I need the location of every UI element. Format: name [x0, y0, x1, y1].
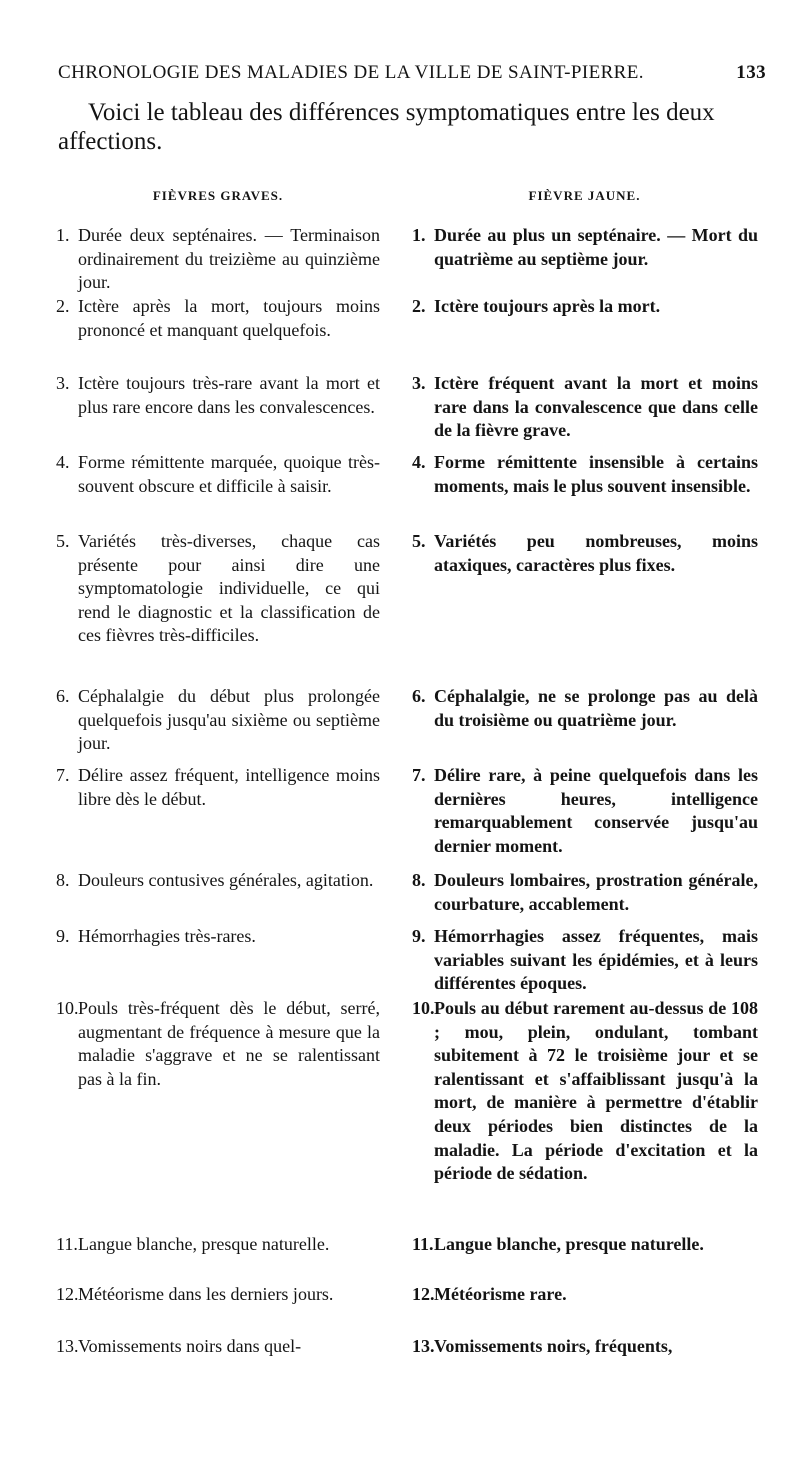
- left-item: 5. Variétés très-diverses, chaque cas présente pour ainsi dire une symptomatologie individuelle, ce qui rend le diagnostic et la classification de ces fièvres très-difficiles.: [56, 531, 380, 646]
- left-item: 6. Céphalalgie du début plus prolongée quelquefois jusqu'au sixième ou septième jour.: [56, 686, 380, 754]
- left-item: 2. Ictère après la mort, toujours moins prononcé et manquant quelquefois.: [56, 296, 380, 340]
- right-item: 5. Variétés peu nombreuses, moins ataxiques, caractères plus fixes.: [412, 531, 758, 575]
- left-column-title: FIÈVRES GRAVES.: [152, 188, 284, 203]
- left-item: 8. Douleurs contusives générales, agitation.: [56, 870, 374, 890]
- left-item: 9. Hémorrhagies très-rares.: [56, 926, 256, 946]
- left-item: 11.Langue blanche, presque naturelle.: [56, 1234, 330, 1254]
- page-number: 133: [736, 62, 766, 83]
- left-item: 12.Météorisme dans les derniers jours.: [56, 1284, 334, 1304]
- right-item: 3. Ictère fréquent avant la mort et moins rare dans la convalescence que dans celle de la fièvre grave.: [412, 373, 758, 441]
- right-item: 6. Céphalalgie, ne se prolonge pas au delà du troisième ou quatrième jour.: [412, 686, 758, 730]
- right-item: 1. Durée au plus un septénaire. — Mort du quatrième au septième jour.: [412, 225, 758, 269]
- intro-paragraph: Voici le tableau des différences symptomatiques entre les deux affections.: [58, 99, 715, 155]
- right-item: 12.Météorisme rare.: [412, 1284, 567, 1304]
- left-item: 10.Pouls très-fréquent dès le début, serré, augmentant de fréquence à mesure que la maladie s'aggrave et ne se ralentissant pas à la fin.: [56, 998, 380, 1089]
- running-title: CHRONOLOGIE DES MALADIES DE LA VILLE DE SAINT-PIERRE.: [58, 62, 644, 83]
- right-item: 11.Langue blanche, presque naturelle.: [412, 1234, 704, 1254]
- right-item: 8. Douleurs lombaires, prostration générale, courbature, accablement.: [412, 870, 758, 914]
- right-item: 9. Hémorrhagies assez fréquentes, mais variables suivant les épidémies, et à leurs différentes époques.: [412, 926, 758, 994]
- left-item: 1. Durée deux septénaires. — Terminaison ordinairement du treizième au quinzième jour.: [56, 225, 380, 293]
- right-item: 10.Pouls au début rarement au-dessus de 108 ; mou, plein, ondulant, tombant subitement à 72 le troisième jour et se ralentissant et s'affaiblissant jusqu'à la mort, de manière à permettre d'établir deux périodes bien distinctes de la maladie. La période d'excitation et la période de sédation.: [412, 998, 758, 1184]
- left-item: 4. Forme rémittente marquée, quoique très-souvent obscure et difficile à saisir.: [56, 452, 380, 496]
- right-column-title: FIÈVRE JAUNE.: [528, 188, 641, 203]
- right-item: 13.Vomissements noirs, fréquents,: [412, 1336, 673, 1356]
- running-header: [58, 62, 766, 84]
- right-item: 4. Forme rémittente insensible à certains moments, mais le plus souvent insensible.: [412, 452, 758, 496]
- right-item: 7. Délire rare, à peine quelquefois dans les dernières heures, intelligence remarquablement conservée jusqu'au dernier moment.: [412, 765, 758, 856]
- left-item: 7. Délire assez fréquent, intelligence moins libre dès le début.: [56, 765, 380, 809]
- left-item: 3. Ictère toujours très-rare avant la mort et plus rare encore dans les convalescences.: [56, 373, 380, 417]
- right-item: 2. Ictère toujours après la mort.: [412, 296, 661, 316]
- left-item: 13.Vomissements noirs dans quel-: [56, 1336, 302, 1356]
